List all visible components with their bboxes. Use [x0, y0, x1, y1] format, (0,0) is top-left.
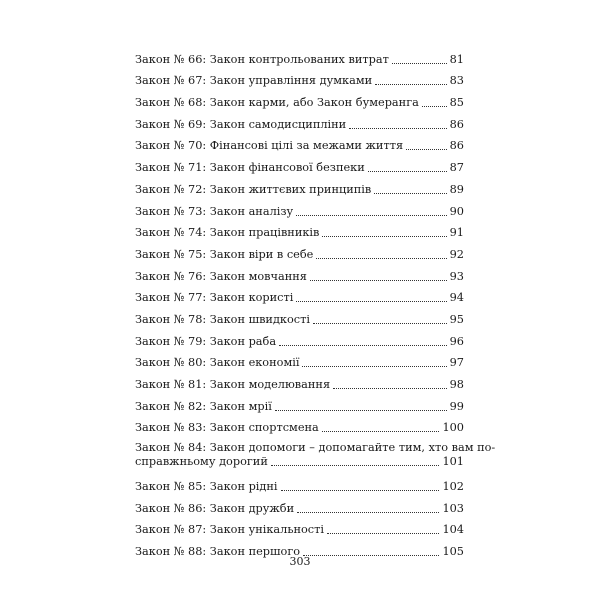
toc-entry: [135, 240, 464, 262]
toc-entry-page: 85: [449, 96, 464, 110]
dot-leader: [302, 366, 446, 367]
page-number: 303: [289, 555, 311, 568]
dot-leader: [296, 301, 446, 302]
toc-entry-page: 91: [449, 226, 464, 240]
dot-leader: [316, 258, 446, 259]
toc-entry: [135, 175, 464, 197]
toc-entry: [135, 370, 464, 392]
toc-entry: [135, 132, 464, 154]
dot-leader: [406, 149, 447, 150]
toc-entry: [135, 197, 464, 219]
toc-entry-title: Закон № 70: Фінансові цілі за межами життя: [135, 139, 404, 153]
dot-leader: [275, 410, 447, 411]
toc-entry: [135, 472, 464, 494]
dot-leader: [374, 193, 446, 194]
toc-entry-title: Закон № 85: Закон рідні: [135, 480, 278, 494]
dot-leader: [296, 215, 446, 216]
toc-entry-title: Закон № 88: Закон першого: [135, 545, 301, 559]
toc-entry: [135, 110, 464, 132]
toc-entry-multiline: [135, 437, 496, 469]
toc-entry-page: 86: [449, 139, 464, 153]
toc-entry: [135, 349, 464, 371]
toc-entry-title: Закон № 77: Закон користі: [135, 291, 294, 305]
toc-entry: [135, 88, 464, 110]
toc-entry-title-line1: Закон № 84: Закон допомоги – допомагайте тим, хто вам по-: [135, 441, 496, 455]
toc-entry: [135, 392, 464, 414]
dot-leader: [271, 465, 440, 466]
toc-entry: [135, 494, 464, 516]
toc-entry-title: Закон № 79: Закон раба: [135, 334, 277, 348]
toc-entry-title: Закон № 76: Закон мовчання: [135, 269, 307, 283]
toc-entry-page: 99: [449, 399, 464, 413]
toc-entry-page: 86: [449, 117, 464, 131]
dot-leader: [375, 84, 446, 85]
dot-leader: [297, 512, 439, 513]
toc-entry-page: 81: [449, 52, 464, 66]
dot-leader: [327, 533, 439, 534]
toc-entry: [135, 45, 464, 67]
dot-leader: [368, 171, 447, 172]
toc-entry-page: 89: [449, 182, 464, 196]
toc-entry-title: Закон № 73: Закон аналізу: [135, 204, 294, 218]
toc-entry-page: 90: [449, 204, 464, 218]
toc-entry-page: 100: [442, 421, 464, 435]
toc-entry: [135, 284, 464, 306]
toc-entry-page: 101: [442, 455, 464, 469]
toc-entry-title: Закон № 82: Закон мрії: [135, 399, 272, 413]
toc-entry-page: 94: [449, 291, 464, 305]
table-of-contents: [135, 45, 496, 559]
toc-entry: [135, 327, 464, 349]
dot-leader: [313, 323, 447, 324]
toc-entry-page: 87: [449, 161, 464, 175]
toc-entry-title: Закон № 86: Закон дружби: [135, 501, 295, 515]
toc-entry-title: Закон № 75: Закон віри в себе: [135, 247, 314, 261]
toc-entry-title: Закон № 81: Закон моделювання: [135, 378, 331, 391]
toc-entry-page: 96: [449, 334, 464, 348]
toc-entry-title: Закон № 68: Закон карми, або Закон бумеранга: [135, 96, 419, 110]
dot-leader: [422, 106, 447, 107]
toc-entry-title: Закон № 66: Закон контрольованих витрат: [135, 52, 389, 66]
toc-entry-title: Закон № 67: Закон управління думками: [135, 74, 373, 88]
toc-entry-page: 102: [442, 480, 464, 494]
dot-leader: [281, 490, 440, 491]
toc-entry: [135, 262, 464, 284]
toc-entry-title: Закон № 72: Закон життєвих принципів: [135, 182, 372, 196]
dot-leader: [322, 236, 446, 237]
toc-entry-page: 95: [449, 312, 464, 326]
toc-entry: [135, 414, 464, 436]
toc-entry-title: Закон № 83: Закон спортсмена: [135, 421, 319, 435]
dot-leader: [279, 345, 447, 346]
toc-entry-title: Закон № 74: Закон працівників: [135, 226, 320, 240]
dot-leader: [333, 388, 447, 389]
dot-leader: [349, 128, 446, 129]
toc-entry-title: Закон № 87: Закон унікальності: [135, 523, 324, 537]
toc-entry-second-line: [135, 455, 464, 469]
toc-entry-page: 93: [449, 269, 464, 283]
toc-entry-title: Закон № 69: Закон самодисципліни: [135, 117, 347, 131]
toc-entry-page: 97: [449, 356, 464, 370]
toc-entry-title: Закон № 80: Закон економії: [135, 356, 300, 370]
toc-entry: [135, 67, 464, 89]
toc-entry: [135, 153, 464, 175]
toc-entry-page: 92: [449, 247, 464, 261]
toc-entry: [135, 516, 464, 538]
dot-leader: [322, 431, 440, 432]
dot-leader: [392, 63, 447, 64]
toc-entry-title: Закон № 71: Закон фінансової безпеки: [135, 161, 365, 175]
dot-leader: [310, 280, 447, 281]
toc-entry-page: 103: [442, 501, 464, 515]
toc-entry-title-line2: справжньому дорогий: [135, 455, 268, 469]
toc-entry-page: 83: [449, 74, 464, 88]
toc-entry-title: Закон № 78: Закон швидкості: [135, 312, 310, 326]
toc-entry: [135, 305, 464, 327]
toc-entry-page: 104: [442, 523, 464, 537]
toc-entry: [135, 219, 464, 241]
toc-entry-page: 105: [442, 545, 464, 559]
toc-entry-page: 98: [449, 378, 464, 391]
